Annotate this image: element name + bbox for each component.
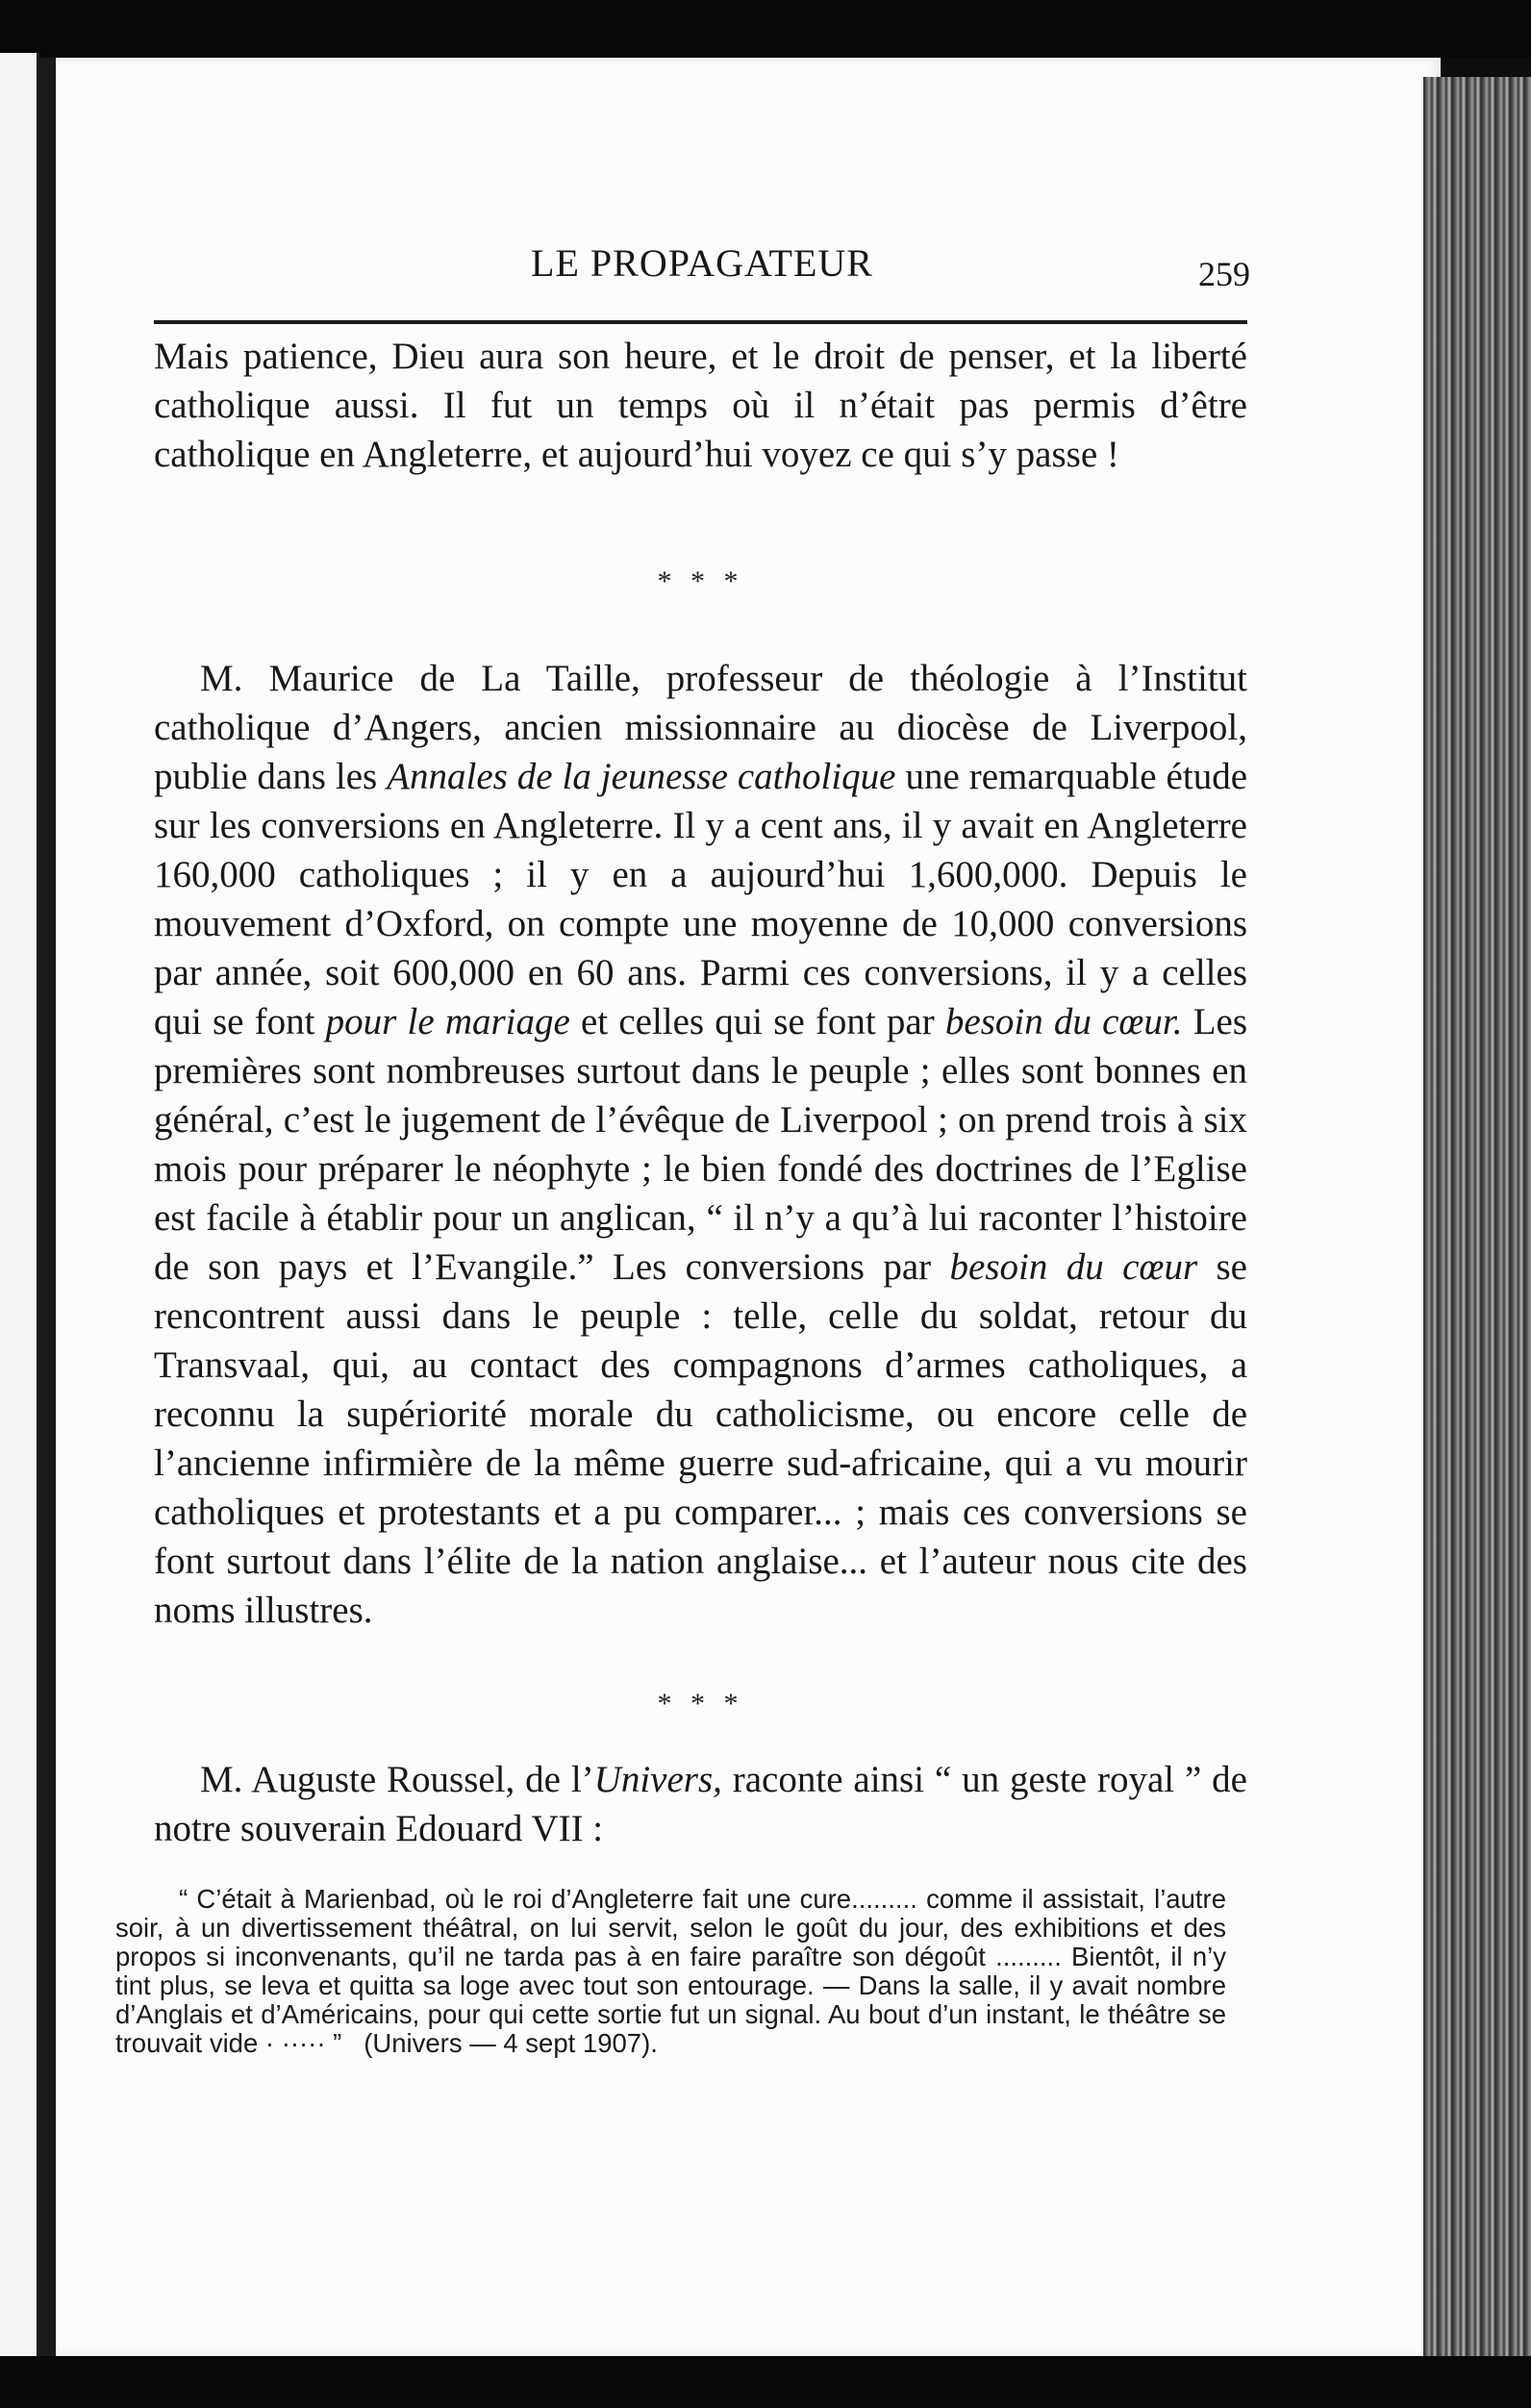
running-title: LE PROPAGATEUR (531, 241, 873, 285)
quote-source: (Univers — 4 sept 1907). (364, 2028, 658, 2058)
annales-title: Annales de la jeunesse catholique (387, 756, 896, 797)
scan-top-border (0, 0, 1531, 58)
header-rule (154, 320, 1247, 324)
quote-text: “ C’était à Marienbad, où le roi d’Angleterre fait une cure......... comme il assistait, l’autre soir, à un divertissement théâtral, on lui servit, selon le goût du jour, des exhibitions et des propos si inconvenants, qu’il ne tarda pas à en faire paraître son dégoût ......... Bientôt, il n’y tint plus, se leva et quitta sa loge avec tout son entourage. — Dans la salle, il y avait nombre d’Anglais et d’Américains, pour qui cette sortie fut un signal. Au bout d’un instant, le théâtre se trouvait vide · ····· ” (115, 1884, 1226, 2058)
paragraph-1 (154, 332, 1247, 479)
section-separator-1: * * * (657, 565, 744, 597)
block-quote (115, 1885, 1226, 2058)
paragraph-3-part-1: M. Auguste Roussel, de l’ (200, 1759, 594, 1800)
paragraph-2-part-4: Les premières sont nombreuses surtout dans le peuple ; elles sont bonnes en général, c’est le jugement de l’évêque de Liverpool ; on prend trois à six mois pour préparer le néophyte ; le bien fondé des doctrines de l’Eglise est facile à établir pour un anglican, “ il n’y a qu’à lui raconter l’histoire de son pays et l’Evangile.” Les conversions par (154, 1001, 1247, 1288)
block-quote-text (115, 1885, 1226, 2058)
page-number: 259 (1198, 255, 1250, 293)
paragraph-3-part-2: raconte ainsi “ un geste royal ” de notre souverain Edouard VII : (154, 1759, 1247, 1849)
book-gutter (37, 58, 58, 2356)
page-header (154, 231, 1250, 298)
paragraph-2-part-5: se rencontrent aussi dans le peuple : telle, celle du soldat, retour du Transvaal, qui, au contact des compagnons d’armes catholiques, a reconnu la supériorité morale du catholicisme, ou encore celle de l’ancienne infirmière de la même guerre sud-africaine, qui a vu mourir catholiques et protestants et a pu comparer... ; mais ces conversions se font surtout dans l’élite de la nation anglaise... et l’auteur nous cite des noms illustres. (154, 1246, 1247, 1631)
paragraph-1-text: Mais patience, Dieu aura son heure, et le droit de penser, et la liberté catholique aussi. Il fut un temps où il n’était pas permis d’être catholique en Angleterre, et aujourd’hui voyez ce qui s’y passe ! (154, 336, 1247, 475)
em-pour-le-mariage: pour le mariage (325, 1001, 570, 1042)
paragraph-2 (154, 654, 1247, 1635)
paragraph-2-text (154, 654, 1247, 1635)
facing-page-edge (0, 53, 39, 2361)
scan-bottom-border (0, 2356, 1531, 2408)
paragraph-2-part-1: M. Maurice de La Taille, professeur de théologie à l’Institut catholique d’Angers, ancien missionnaire au diocèse de Liverpool, publie dans les (154, 658, 1247, 797)
paragraph-3 (154, 1755, 1247, 1853)
em-univers: Univers, (593, 1759, 722, 1800)
section-separator-2: * * * (657, 1688, 744, 1719)
paragraph-3-text (154, 1755, 1247, 1853)
paragraph-2-part-3: et celles qui se font par (569, 1001, 945, 1042)
page-fore-edge (1423, 77, 1531, 2366)
paragraph-2-part-2: une remarquable étude sur les conversions en Angleterre. Il y a cent ans, il y avait en Angleterre 160,000 catholiques ; il y en a aujourd’hui 1,600,000. Depuis le mouvement d’Oxford, on compte une moyenne de 10,000 conversions par année, soit 600,000 en 60 ans. Parmi ces conversions, il y a celles qui se font (154, 756, 1248, 1042)
em-besoin-du-coeur-2: besoin du cœur (949, 1246, 1198, 1288)
em-besoin-du-coeur-1: besoin du cœur. (944, 1001, 1183, 1042)
